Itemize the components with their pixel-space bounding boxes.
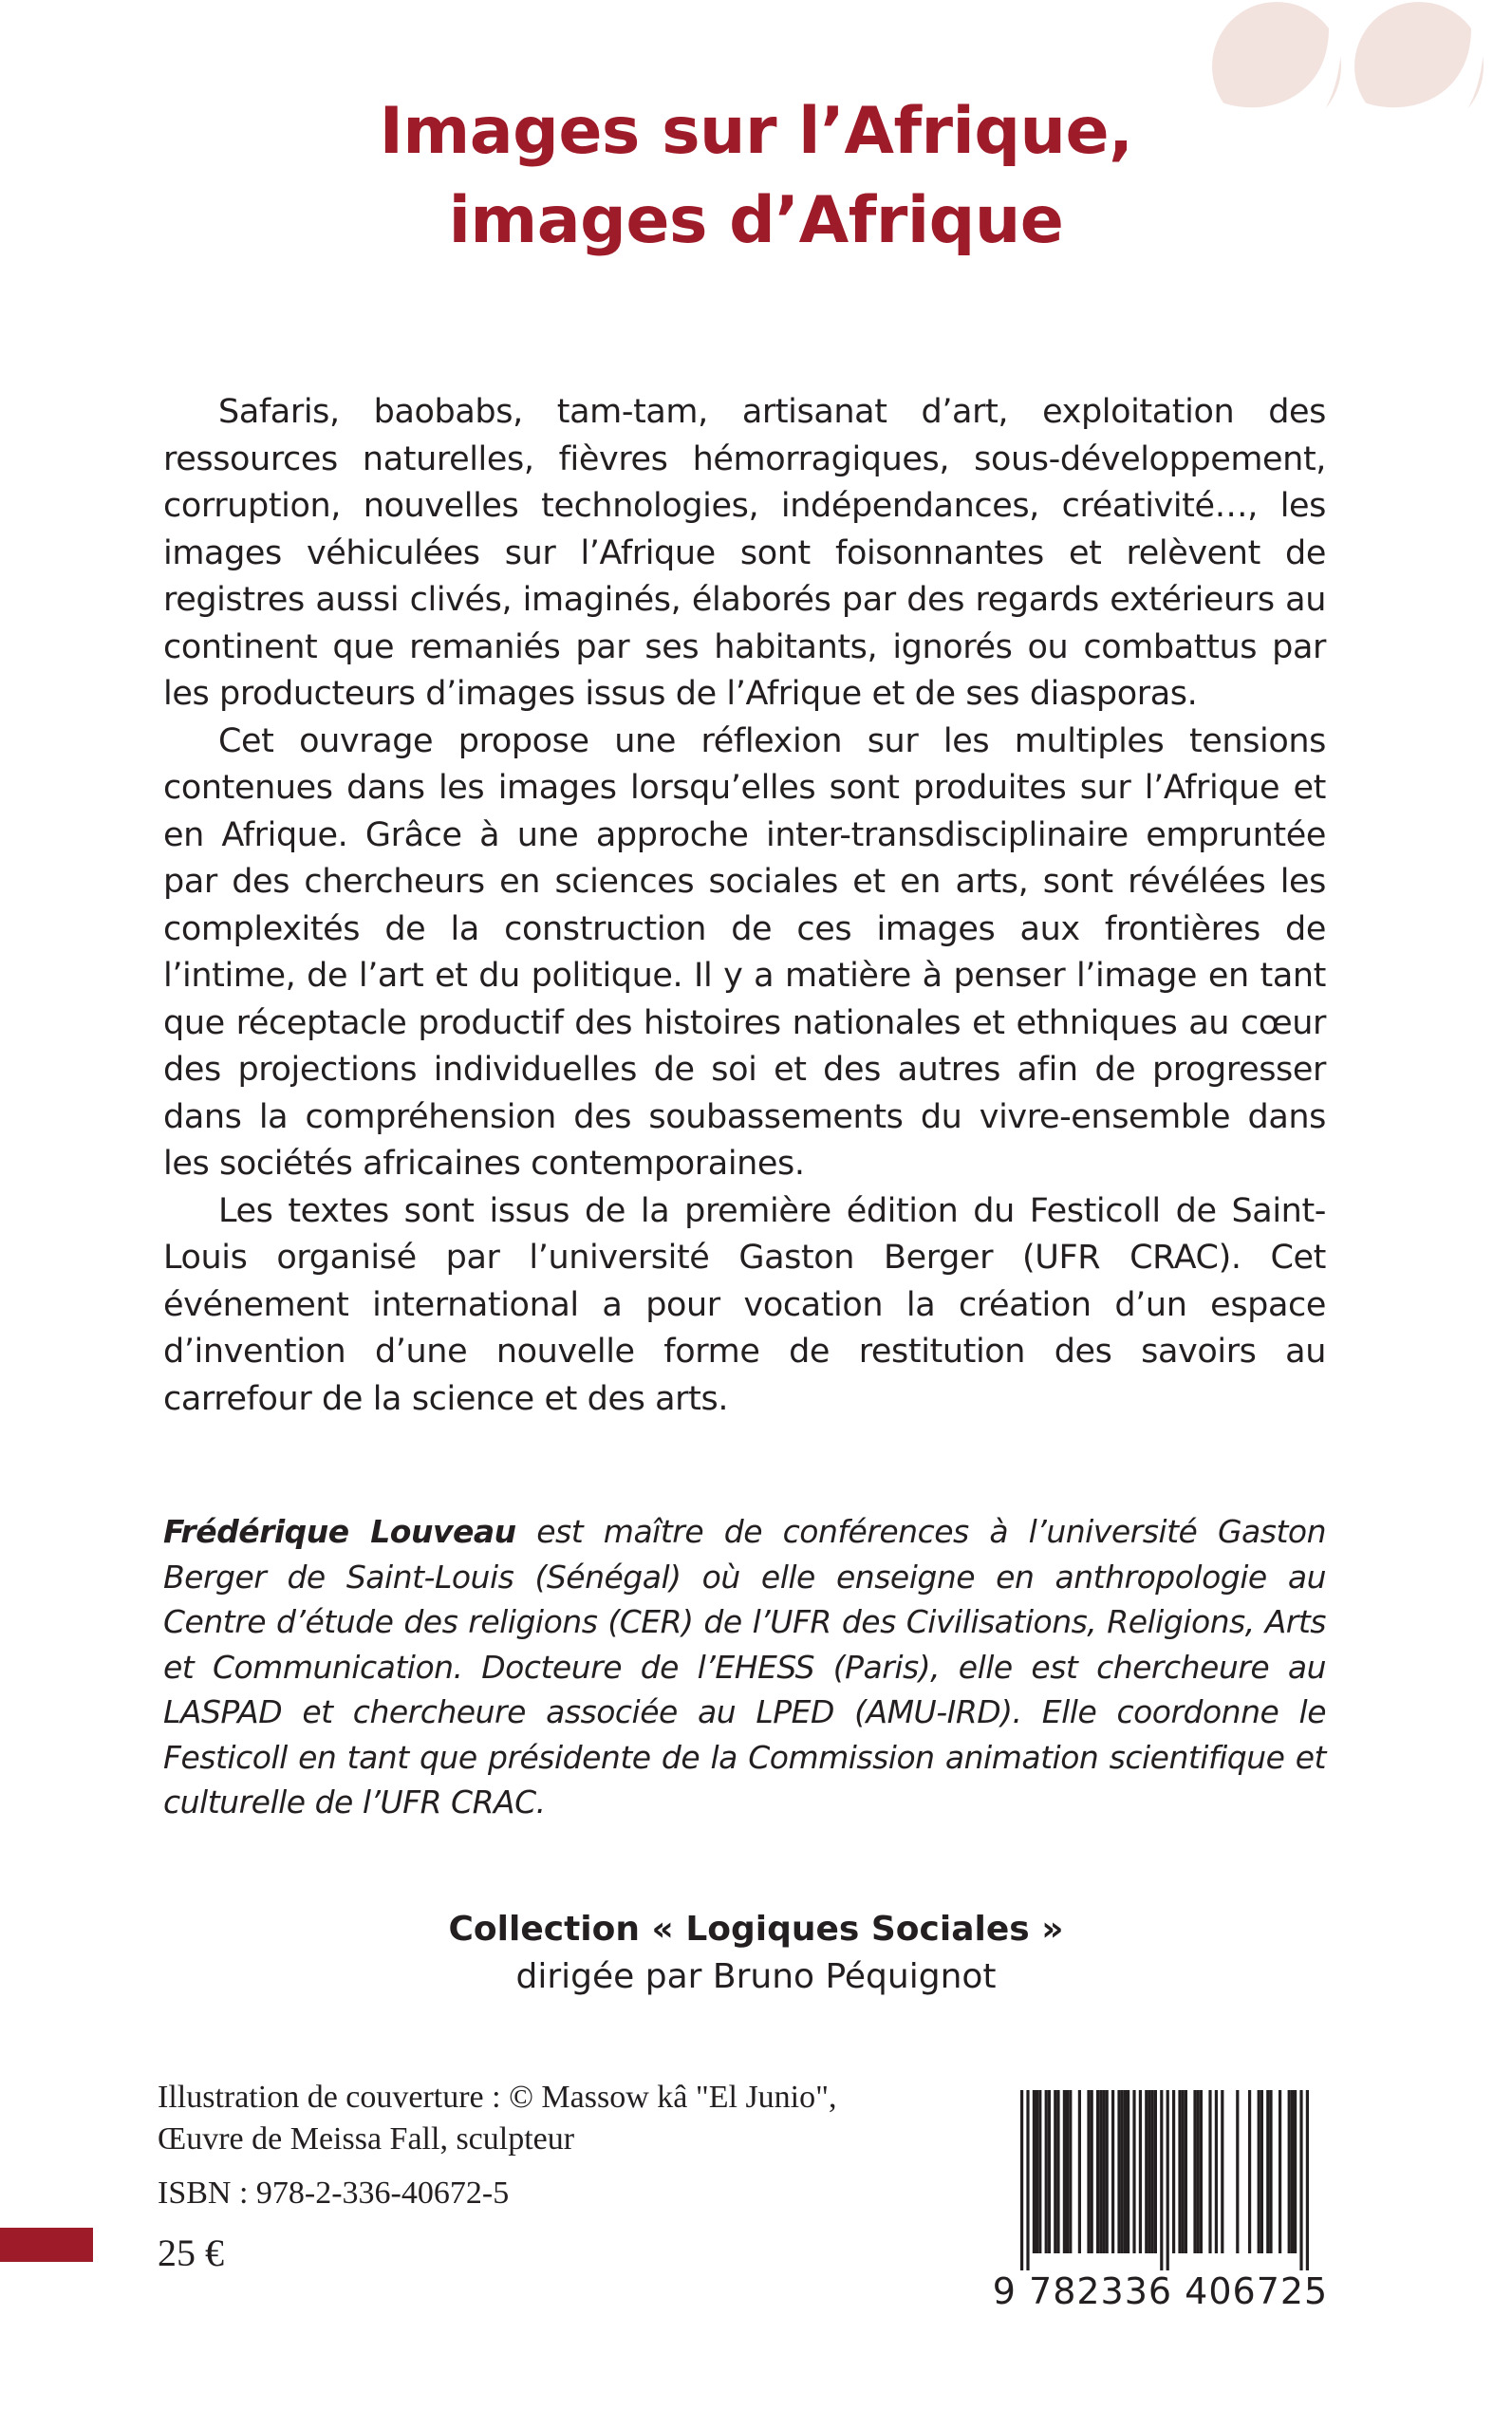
barcode-bar xyxy=(1124,2090,1127,2253)
barcode-bar xyxy=(1154,2090,1157,2253)
barcode-bar xyxy=(1200,2090,1203,2253)
book-title xyxy=(0,87,1512,266)
barcode-bar xyxy=(1111,2090,1114,2253)
barcode-bar xyxy=(1117,2090,1120,2253)
accent-bar xyxy=(0,2228,93,2262)
barcode-bar xyxy=(1178,2090,1181,2253)
barcode-bar xyxy=(1160,2090,1163,2270)
barcode-bar xyxy=(1048,2090,1051,2253)
barcode-bar xyxy=(1269,2090,1272,2253)
barcode-bar xyxy=(1069,2090,1072,2253)
summary-paragraph-1: Safaris, baobabs, tam-tam, artisanat d’art, exploitation des ressources naturelles, fièvres hémorragiques, sous-développement, corruption, nouvelles technologies, indépendances, créativité…, les images véhiculées sur l’Afrique sont foisonnantes et relèvent de registres aussi clivés, imaginés, élaborés par des regards extérieurs au continent que remaniés par ses habitants, ignorés ou combattus par les producteurs d’images issus de l’Afrique et de ses diasporas. xyxy=(163,393,1326,713)
barcode-bar xyxy=(1291,2090,1294,2253)
barcode-bar xyxy=(1208,2090,1211,2253)
barcode-bar xyxy=(1185,2090,1187,2253)
barcode-bar xyxy=(1054,2090,1056,2253)
price: 25 € xyxy=(158,2232,224,2274)
barcode-bar xyxy=(1102,2090,1105,2253)
barcode-bar xyxy=(1038,2090,1041,2253)
barcode-bar xyxy=(1248,2090,1251,2253)
collection-director: dirigée par Bruno Péquignot xyxy=(515,1957,997,1996)
book-summary xyxy=(163,389,1326,1423)
barcode-bar xyxy=(1193,2090,1196,2253)
collection-info xyxy=(0,1906,1512,2001)
barcode-bar xyxy=(1056,2090,1059,2253)
barcode-bar xyxy=(1026,2090,1029,2270)
barcode-bar xyxy=(1306,2090,1309,2270)
barcode xyxy=(1011,2090,1326,2294)
barcode-bar xyxy=(1087,2090,1090,2253)
credits-line-1: Illustration de couverture : © Massow kâ "El Junio", xyxy=(158,2080,837,2115)
barcode-bar xyxy=(1099,2090,1102,2253)
barcode-bar xyxy=(1197,2090,1200,2253)
summary-paragraph-3: Les textes sont issus de la première édition du Festicoll de Saint-Louis organisé par l’université Gaston Berger (UFR CRAC). Cet événement international a pour vocation la création d’un espace d’invention d’une nouvelle forme de restitution des savoirs au carrefour de la science et des arts. xyxy=(163,1191,1326,1418)
barcode-bar xyxy=(1091,2090,1093,2253)
barcode-bar xyxy=(1045,2090,1048,2253)
barcode-bar xyxy=(1066,2090,1069,2253)
barcode-bar xyxy=(1279,2090,1281,2253)
barcode-bar xyxy=(1215,2090,1218,2253)
barcode-bar xyxy=(1078,2090,1081,2253)
barcode-bar xyxy=(1236,2090,1239,2253)
barcode-bar xyxy=(1288,2090,1291,2253)
barcode-digits: 9 782336 406725 xyxy=(992,2270,1329,2312)
credits-line-2: Œuvre de Meissa Fall, sculpteur xyxy=(158,2121,575,2157)
barcode-bar xyxy=(1139,2090,1142,2253)
barcode-bar xyxy=(1151,2090,1154,2253)
title-line-2: images d’Afrique xyxy=(448,183,1064,258)
barcode-bar xyxy=(1132,2090,1135,2253)
barcode-bar xyxy=(1145,2090,1148,2253)
barcode-bar xyxy=(1221,2090,1223,2253)
author-bio xyxy=(163,1509,1326,1825)
barcode-bar xyxy=(1167,2090,1169,2270)
cover-credits xyxy=(158,2077,936,2160)
barcode-bar xyxy=(1182,2090,1185,2253)
barcode-bar xyxy=(1020,2090,1023,2270)
barcode-bar xyxy=(1260,2090,1263,2253)
barcode-bar xyxy=(1172,2090,1175,2253)
barcode-bar xyxy=(1033,2090,1036,2253)
barcode-bar xyxy=(1258,2090,1260,2253)
barcode-bar xyxy=(1036,2090,1038,2253)
barcode-bar xyxy=(1127,2090,1129,2253)
barcode-icon xyxy=(1011,2090,1326,2270)
barcode-bar xyxy=(1148,2090,1150,2253)
barcode-bar xyxy=(1299,2090,1302,2270)
barcode-bar xyxy=(1294,2090,1297,2253)
author-name: Frédérique Louveau xyxy=(163,1513,516,1550)
barcode-bar xyxy=(1096,2090,1099,2253)
barcode-bar xyxy=(1121,2090,1124,2253)
barcode-bar xyxy=(1063,2090,1066,2253)
author-bio-text: est maître de conférences à l’université Gaston Berger de Saint-Louis (Sénégal) où elle enseigne en anthropologie au Centre d’étude des religions (CER) de l’UFR des Civilisations, Religions, Arts et Communication. Docteure de l’EHESS (Paris), elle est chercheure au LASPAD et chercheure associée au LPED (AMU-IRD). Elle coordonne le Festicoll en tant que présidente de la Commission animation scientifique et culturelle de l’UFR CRAC. xyxy=(163,1513,1326,1821)
barcode-bar xyxy=(1266,2090,1269,2253)
collection-title: Collection « Logiques Sociales » xyxy=(448,1910,1064,1949)
summary-paragraph-2: Cet ouvrage propose une réflexion sur les multiples tensions contenues dans les images lorsqu’elles sont produites sur l’Afrique et en Afrique. Grâce à une approche inter-transdisciplinaire empruntée par des chercheurs en sciences sociales et en arts, sont révélées les complexités de la construction de ces images aux frontières de l’intime, de l’art et du politique. Il y a matière à penser l’image en tant que réceptacle productif des histoires nationales et ethniques au cœur des projections individuelles de soi et des autres afin de progresser dans la compréhension des soubassements du vivre-ensemble dans les sociétés africaines contemporaines. xyxy=(163,721,1326,1183)
barcode-bar xyxy=(1106,2090,1109,2253)
title-line-1: Images sur l’Afrique, xyxy=(379,94,1133,169)
isbn: ISBN : 978-2-336-40672-5 xyxy=(158,2176,510,2211)
